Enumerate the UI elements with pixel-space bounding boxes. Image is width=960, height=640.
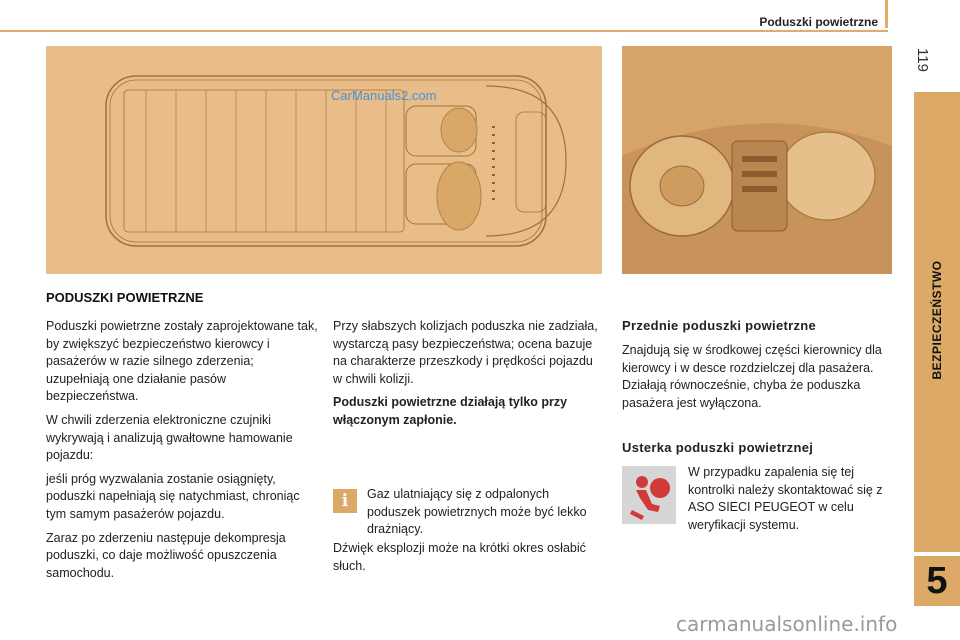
intro-paragraph-2: W chwili zderzenia elektroniczne czujniki wykrywają i analizują gwałtowne hamowanie pojazdu: bbox=[46, 412, 293, 463]
van-top-view-illustration bbox=[46, 46, 602, 274]
hearing-note: Dźwięk eksplozji może na krótki okres osłabić słuch. bbox=[333, 541, 586, 573]
airbag-warning-light-icon bbox=[622, 466, 676, 524]
dashboard-svg bbox=[622, 46, 892, 274]
section-title: PODUSZKI POWIETRZNE bbox=[46, 290, 204, 305]
header-accent-rule bbox=[885, 0, 888, 28]
collision-column bbox=[333, 318, 603, 436]
info-icon: i bbox=[333, 489, 357, 513]
chapter-number: 5 bbox=[914, 556, 960, 606]
info-text: Gaz ulatniający się z odpalonych poduszek powietrznych może być lekko drażniący. bbox=[367, 487, 587, 537]
chapter-tab-text: BEZPIECZEŃSTWO bbox=[930, 260, 944, 380]
watermark-text: CarManuals2.com bbox=[331, 88, 437, 103]
intro-column bbox=[46, 318, 318, 588]
intro-paragraph-3: jeśli próg wyzwalania zostanie osiągnięty, poduszki napełniają się natychmiast, chroniąc tym samym pasażerów pojazdu. bbox=[46, 471, 300, 521]
van-diagram-svg bbox=[46, 46, 602, 274]
dashboard-airbag-illustration bbox=[622, 46, 892, 274]
airbag-fault-text: W przypadku zapalenia się tej kontrolki należy skontaktować się z ASO SIECI PEUGEOT w celu weryfikacji systemu. bbox=[688, 465, 883, 532]
page-number: 119 bbox=[914, 48, 931, 72]
intro-paragraph-1: Poduszki powietrzne zostały zaprojektowane tak, by zwiększyć bezpieczeństwo kierowcy i pasażerów w razie silnego zderzenia; uzupełniają one działanie pasów bezpieczeństwa. bbox=[46, 319, 318, 404]
ignition-note: Poduszki powietrzne działają tylko przy włączonym zapłonie. bbox=[333, 395, 568, 427]
front-airbags-text: Znajdują się w środkowej części kierownicy dla kierowcy i w desce rozdzielczej dla pasażera. Działają równocześnie, chyba że poduszka pasażera jest wyłączona. bbox=[622, 343, 882, 410]
front-airbags-title: Przednie poduszki powietrzne bbox=[622, 318, 817, 333]
page-header-title: Poduszki powietrzne bbox=[759, 15, 878, 29]
footer-site-watermark: carmanualsonline.info bbox=[676, 612, 898, 636]
intro-paragraph-4: Zaraz po zderzeniu następuje dekompresja poduszki, co daje możliwość opuszczenia samochodu. bbox=[46, 530, 286, 580]
airbag-fault-title: Usterka poduszki powietrznej bbox=[622, 440, 814, 455]
header-divider bbox=[0, 30, 888, 32]
collision-paragraph: Przy słabszych kolizjach poduszka nie zadziała, wystarczą pasy bezpieczeństwa; ocena bazuje na charakterze przeszkody i prędkości pojazdu w chwili kolizji. bbox=[333, 319, 598, 386]
chapter-tab-label bbox=[914, 220, 960, 420]
